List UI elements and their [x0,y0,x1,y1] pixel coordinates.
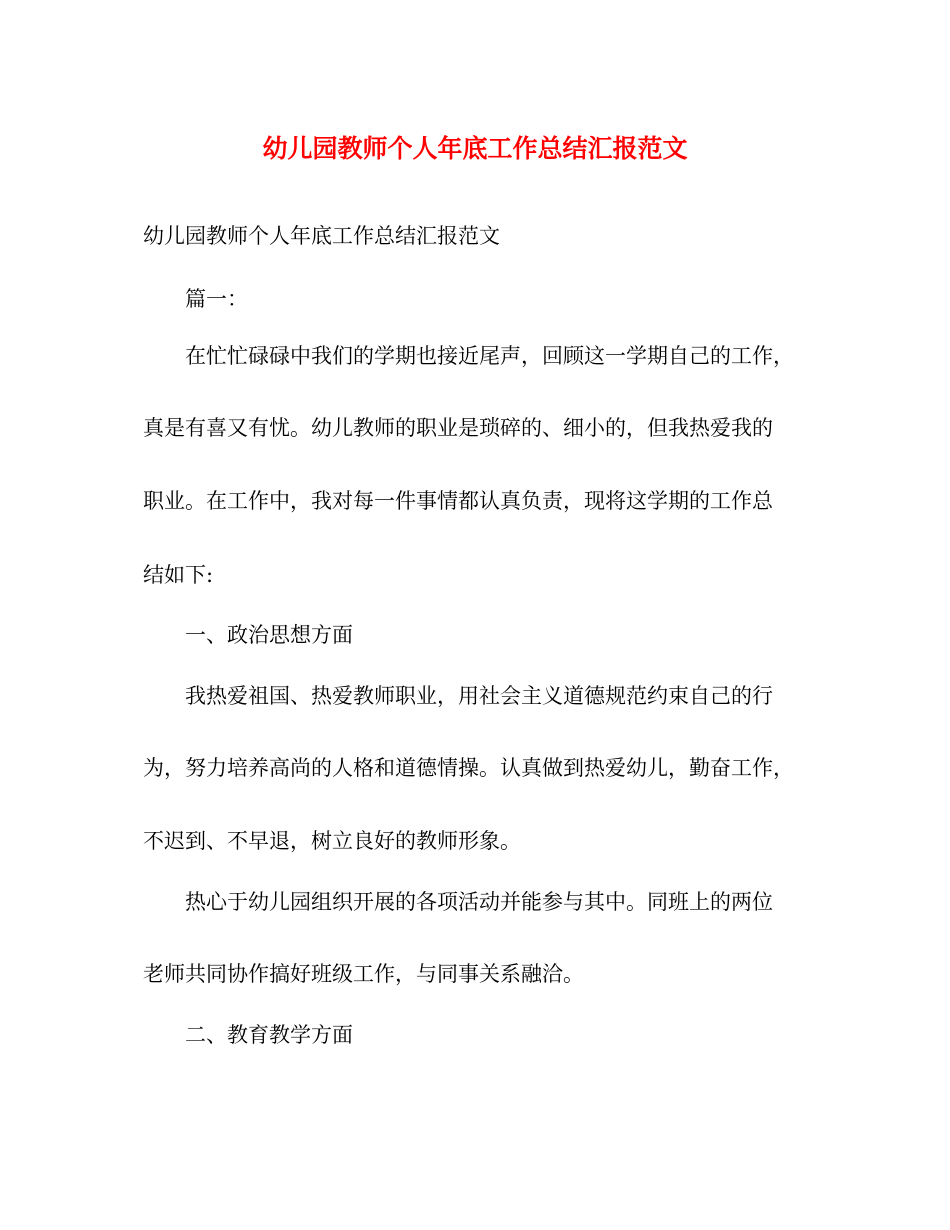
paragraph-line: 不迟到、不早退，树立良好的教师形象。 [143,829,521,853]
paragraph-line: 为，努力培养高尚的人格和道德情操。认真做到热爱幼儿，勤奋工作， [143,756,794,780]
paragraph-line: 结如下: [143,563,214,587]
paragraph-line: 在忙忙碌碌中我们的学期也接近尾声，回顾这一学期自己的工作， [185,344,794,368]
section-label: 篇一： [185,287,248,311]
document-title: 幼儿园教师个人年底工作总结汇报范文 [262,134,688,163]
subtitle-line: 幼儿园教师个人年底工作总结汇报范文 [143,224,500,248]
paragraph-line: 职业。在工作中，我对每一件事情都认真负责，现将这学期的工作总 [143,489,773,513]
paragraph-line: 真是有喜又有忧。幼儿教师的职业是琐碎的、细小的，但我热爱我的 [143,416,773,440]
paragraph-line: 老师共同协作搞好班级工作，与同事关系融洽。 [143,962,584,986]
paragraph-line: 我热爱祖国、热爱教师职业，用社会主义道德规范约束自己的行 [185,684,773,708]
section-heading: 二、教育教学方面 [185,1023,353,1047]
section-heading: 一、政治思想方面 [185,623,353,647]
paragraph-line: 热心于幼儿园组织开展的各项活动并能参与其中。同班上的两位 [185,890,773,914]
